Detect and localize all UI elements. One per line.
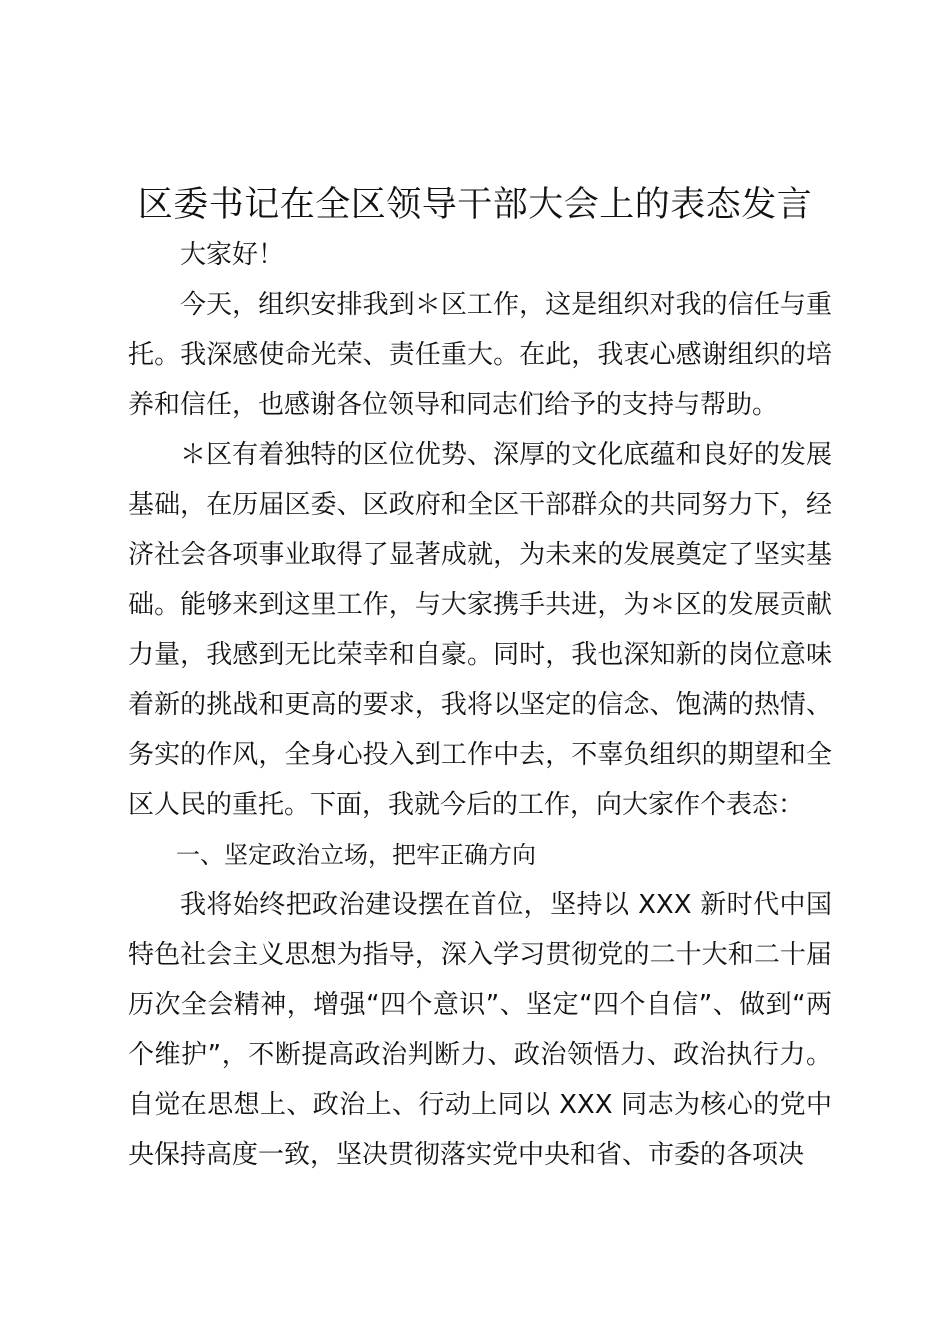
section-heading: 一、坚定政治立场，把牢正确方向 — [176, 841, 536, 869]
body-paragraph: ＊区有着独特的区位优势、深厚的文化底蕴和良好的发展基础，在历届区委、区政府和全区干部群众的共同努力下，经济社会各项事业取得了显著成就，为未来的发展奠定了坚实基础。能够来到这里工作，与大家携手共进，为＊区的发展贡献力量，我感到无比荣幸和自豪。同时，我也深知新的岗位意味着新的挑战和更高的要求，我将以坚定的信念、饱满的热情、务实的作风，全身心投入到工作中去，不辜负组织的期望和全区人民的重托。下面，我就今后的工作，向大家作个表态： — [128, 440, 832, 820]
document-title: 区委书记在全区领导干部大会上的表态发言 — [137, 185, 813, 225]
body-paragraph: 今天，组织安排我到＊区工作，这是组织对我的信任与重托。我深感使命光荣、责任重大。在此，我衷心感谢组织的培养和信任，也感谢各位领导和同志们给予的支持与帮助。 — [128, 290, 832, 420]
body-paragraph: 我将始终把政治建设摆在首位，坚持以 XXX 新时代中国特色社会主义思想为指导，深入学习贯彻党的二十大和二十届历次全会精神，增强“四个意识”、坚定“四个自信”、做到“两个维护”，不断提高政治判断力、政治领悟力、政治执行力。自觉在思想上、政治上、行动上同以 XXX 同志为核心的党中央保持高度一致，坚决贯彻落实党中央和省、市委的各项决 — [128, 890, 832, 1170]
document-body — [128, 230, 832, 1180]
greeting-paragraph: 大家好！ — [180, 240, 285, 270]
